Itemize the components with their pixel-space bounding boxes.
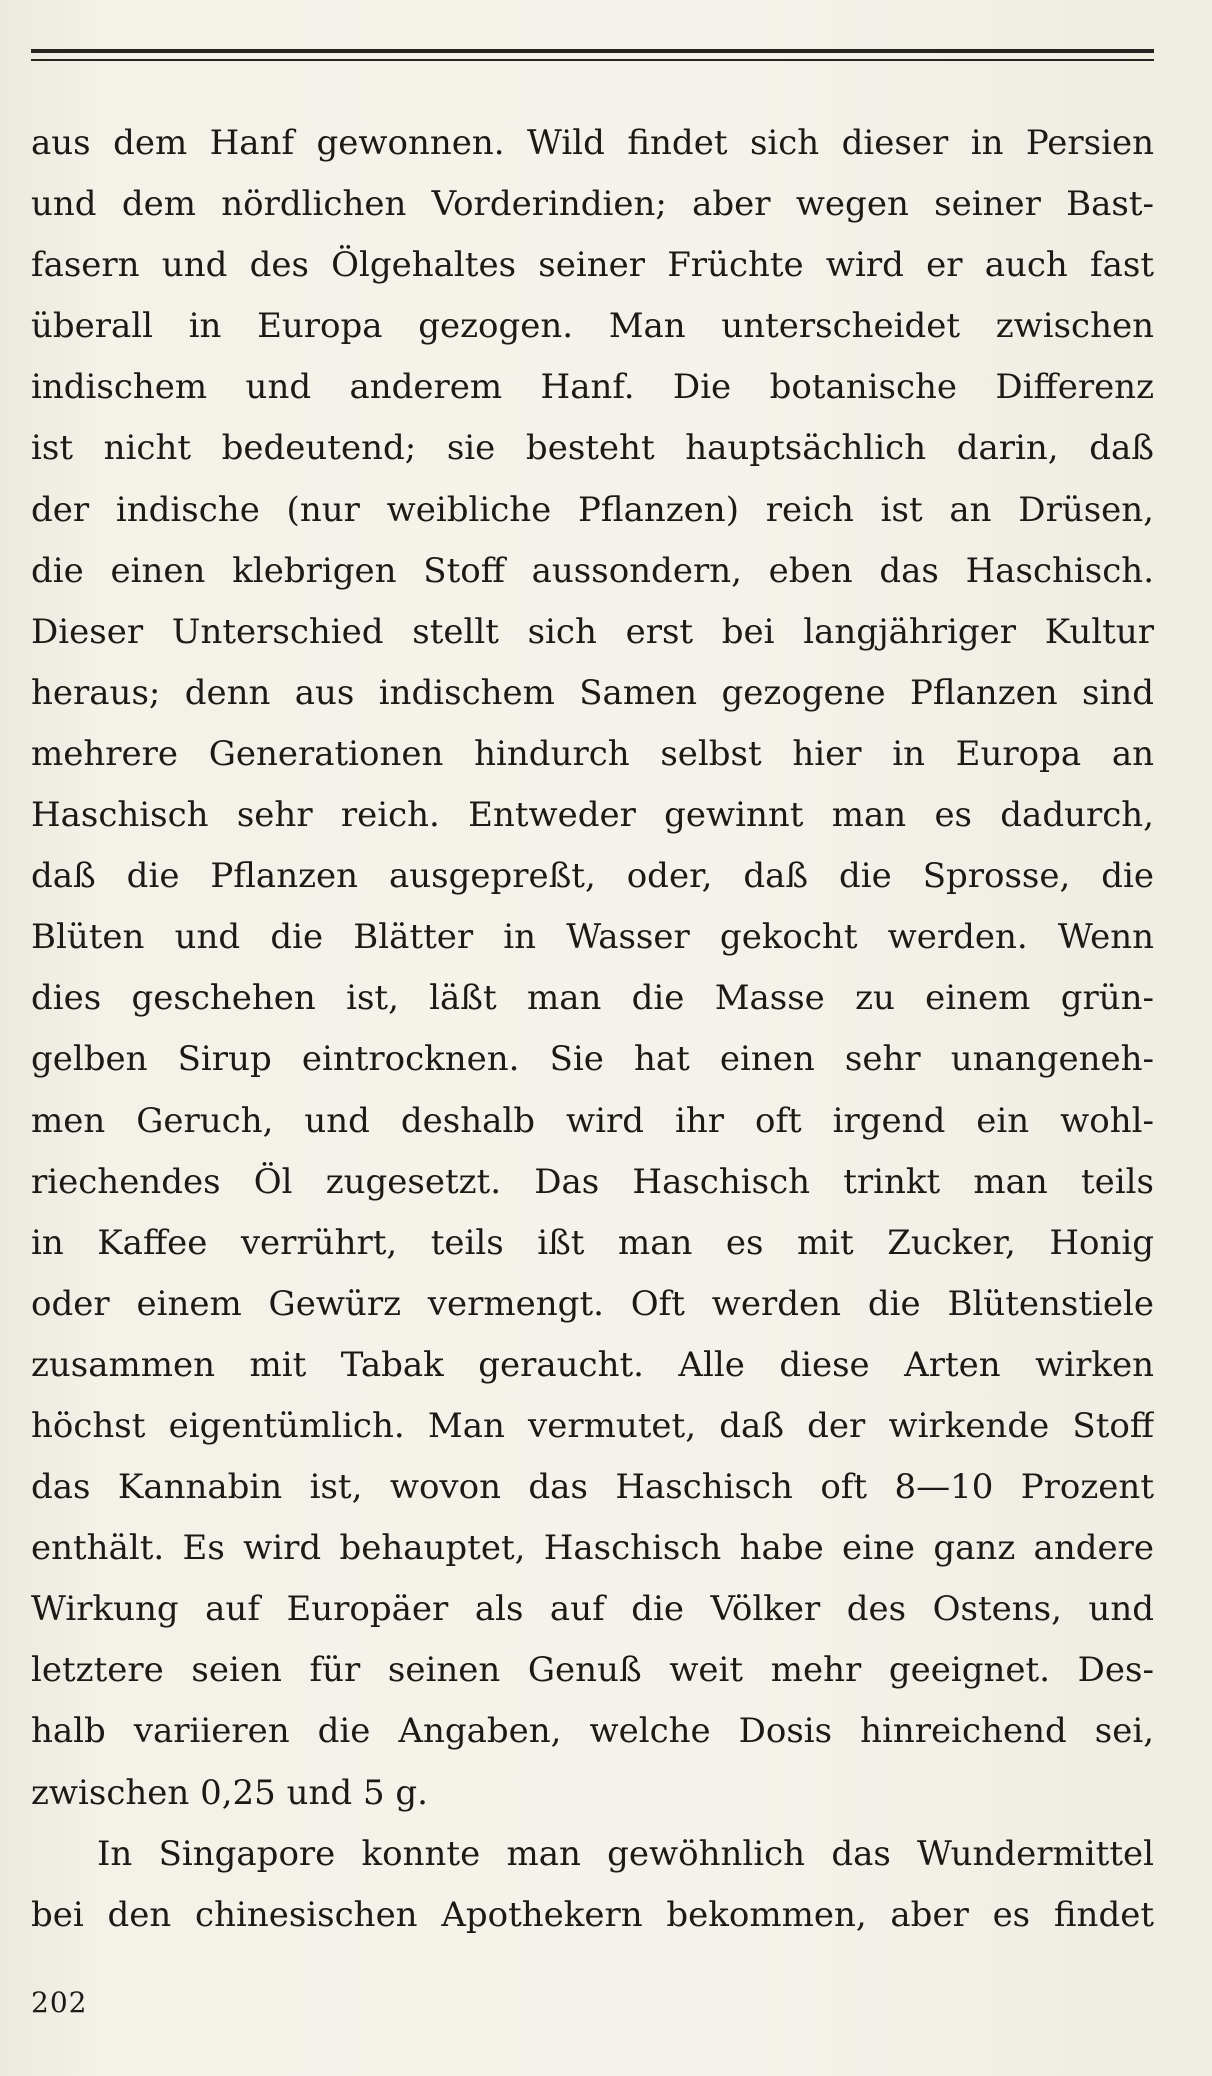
text-line: mehrere Generationen hindurch selbst hier in Europa an [31,733,1154,774]
text-line: die einen klebrigen Stoff aussondern, eben das Haschisch. [31,550,1154,591]
text-line: oder einem Gewürz vermengt. Oft werden die Blütenstiele [31,1283,1154,1324]
text-line: men Geruch, und deshalb wird ihr oft irgend ein wohl- [31,1100,1154,1141]
text-line: riechendes Öl zugesetzt. Das Haschisch trinkt man teils [31,1161,1154,1202]
text-line: das Kannabin ist, wovon das Haschisch oft 8—10 Prozent [31,1467,1154,1508]
header-rule-thick [31,49,1154,53]
paragraph-end-line: zwischen 0,25 und 5 g. [31,1772,428,1813]
text-line: enthält. Es wird behauptet, Haschisch habe eine ganz andere [31,1528,1154,1569]
text-line: letztere seien für seinen Genuß weit mehr geeignet. Des- [31,1650,1154,1691]
text-line: Haschisch sehr reich. Entweder gewinnt man es dadurch, [31,795,1154,836]
body-text [31,113,1154,1946]
text-line: daß die Pflanzen ausgepreßt, oder, daß die Sprosse, die [31,856,1154,897]
text-line: bei den chinesischen Apothekern bekommen, aber es findet [31,1894,1154,1935]
page-number: 202 [31,1986,88,2019]
text-line: und dem nördlichen Vorderindien; aber wegen seiner Bast- [31,184,1154,225]
text-line: gelben Sirup eintrocknen. Sie hat einen sehr unangeneh- [31,1039,1154,1080]
text-line: Dieser Unterschied stellt sich erst bei langjähriger Kultur [31,611,1154,652]
text-line: fasern und des Ölgehaltes seiner Früchte wird er auch fast [31,245,1154,286]
text-line: der indische (nur weibliche Pflanzen) reich ist an Drüsen, [31,489,1154,530]
text-line: heraus; denn aus indischem Samen gezogene Pflanzen sind [31,672,1154,713]
header-rule-thin [31,59,1154,61]
text-line: in Kaffee verrührt, teils ißt man es mit Zucker, Honig [31,1222,1154,1263]
text-line: höchst eigentümlich. Man vermutet, daß der wirkende Stoff [31,1405,1154,1446]
text-line: aus dem Hanf gewonnen. Wild findet sich dieser in Persien [31,123,1154,163]
paragraph-start-line: In Singapore konnte man gewöhnlich das Wundermittel [97,1833,1154,1874]
text-line: dies geschehen ist, läßt man die Masse zu einem grün- [31,978,1154,1019]
text-line: zusammen mit Tabak geraucht. Alle diese Arten wirken [31,1344,1154,1385]
text-line: halb variieren die Angaben, welche Dosis hinreichend sei, [31,1711,1154,1752]
text-line: ist nicht bedeutend; sie besteht hauptsächlich darin, daß [31,428,1154,469]
text-line: Wirkung auf Europäer als auf die Völker des Ostens, und [31,1589,1154,1630]
text-line: indischem und anderem Hanf. Die botanische Differenz [31,367,1154,408]
text-line: Blüten und die Blätter in Wasser gekocht werden. Wenn [31,917,1154,958]
text-line: überall in Europa gezogen. Man unterscheidet zwischen [31,306,1154,347]
